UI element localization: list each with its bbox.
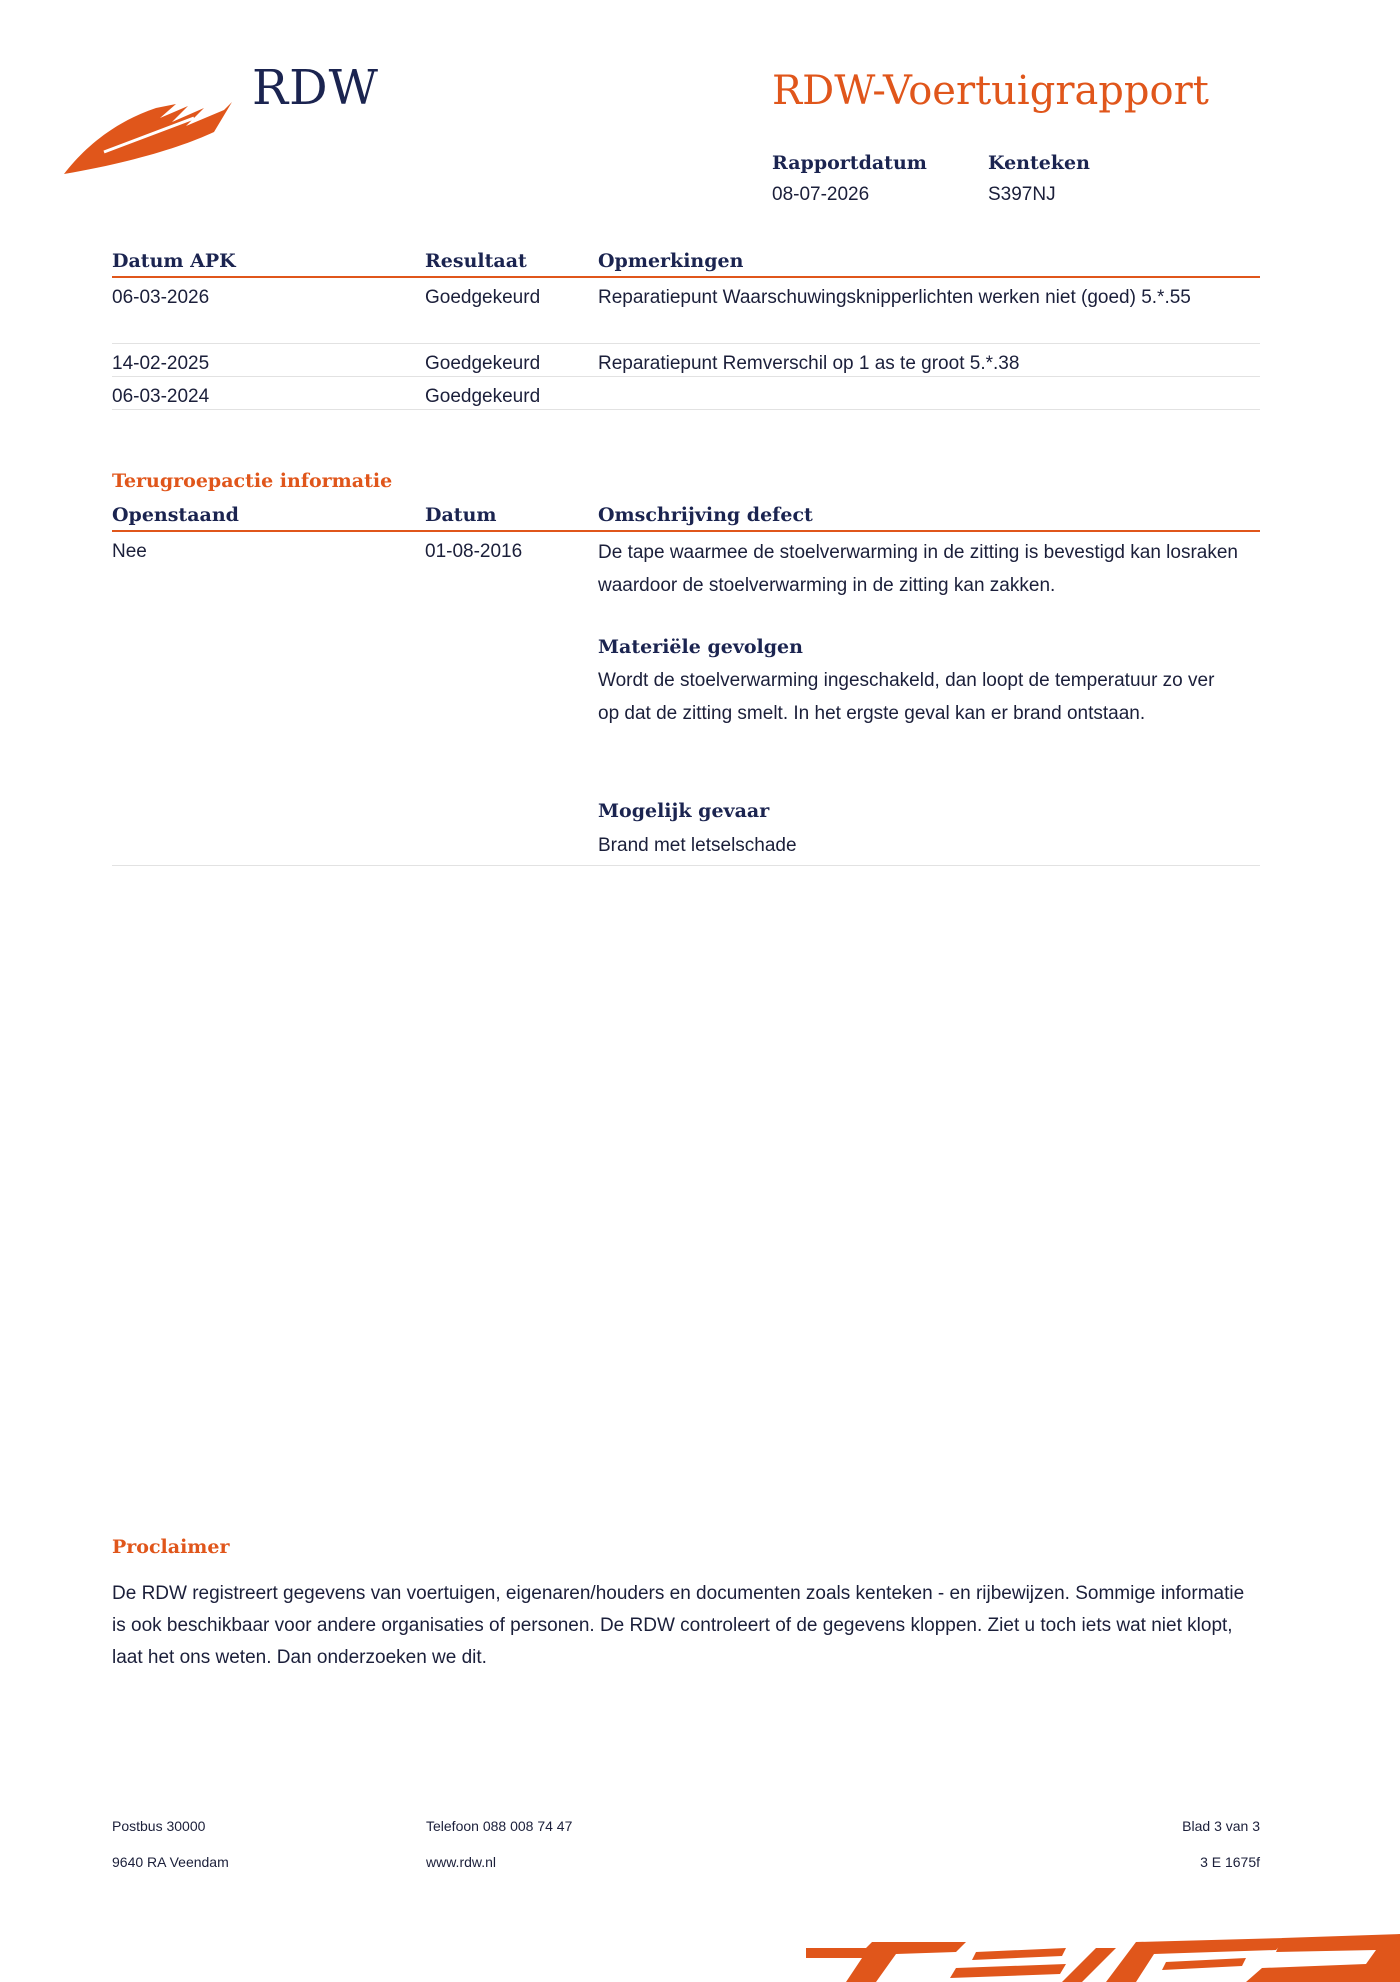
table-row (112, 377, 1260, 410)
apk-table (112, 246, 1260, 410)
report-date-label: Rapportdatum (772, 152, 927, 174)
apk-date: 06-03-2024 (112, 386, 210, 407)
apk-remark: Reparatiepunt Waarschuwingsknipperlichten werken niet (goed) 5.*.55 (598, 287, 1191, 308)
proclaimer-text: De RDW registreert gegevens van voertuigen, eigenaren/houders en documenten zoals kenteken - en rijbewijzen. Sommige informatie is ook beschikbaar voor andere organisaties of personen. De RDW controleert of de gegevens kloppen. Ziet u toch iets wat niet klopt, laat het ons weten. Dan onderzoeken we dit. (112, 1583, 1245, 1668)
logo-text: RDW (252, 60, 379, 116)
recall-date: 01-08-2016 (425, 541, 523, 562)
apk-table-header (112, 246, 1260, 278)
recall-col-date: Datum (425, 504, 497, 526)
recall-col-open: Openstaand (112, 504, 239, 526)
footer-page-number: Blad 3 van 3 (1182, 1818, 1260, 1834)
footer-postbus: Postbus 30000 (112, 1818, 206, 1834)
apk-date: 06-03-2026 (112, 287, 210, 308)
recall-col-description: Omschrijving defect (598, 504, 813, 526)
footer-website[interactable]: www.rdw.nl (426, 1854, 497, 1870)
proclaimer-title: Proclaimer (112, 1536, 230, 1558)
table-row (112, 278, 1260, 344)
recall-open: Nee (112, 541, 147, 562)
report-date-value: 08-07-2026 (772, 184, 870, 205)
recall-table-header (112, 500, 1260, 532)
footer-document-code: 3 E 1675f (1200, 1854, 1260, 1870)
apk-remark: Reparatiepunt Remverschil op 1 as te groot 5.*.38 (598, 353, 1020, 374)
report-title: RDW-Voertuigrapport (772, 68, 1209, 114)
recall-material-title: Materiële gevolgen (598, 636, 803, 658)
rdw-logo-icon (64, 88, 234, 178)
footer-phone: Telefoon 088 008 74 47 (426, 1818, 573, 1834)
apk-result: Goedgekeurd (425, 287, 541, 308)
apk-result: Goedgekeurd (425, 386, 541, 407)
apk-result: Goedgekeurd (425, 353, 541, 374)
apk-col-remarks: Opmerkingen (598, 250, 744, 272)
apk-col-date: Datum APK (112, 250, 236, 272)
recall-section-title: Terugroepactie informatie (112, 470, 393, 492)
recall-defect-description: De tape waarmee de stoelverwarming in de zitting is bevestigd kan losraken waardoor de stoelverwarming in de zitting kan zakken. (598, 542, 1238, 596)
apk-col-result: Resultaat (425, 250, 527, 272)
footer-stripes-icon (806, 1928, 1400, 1982)
table-row (112, 344, 1260, 377)
footer-city: 9640 RA Veendam (112, 1854, 229, 1870)
apk-date: 14-02-2025 (112, 353, 210, 374)
recall-danger-text: Brand met letselschade (598, 835, 797, 856)
recall-danger-title: Mogelijk gevaar (598, 800, 770, 822)
recall-material-text: Wordt de stoelverwarming ingeschakeld, dan loopt de temperatuur zo ver op dat de zitting smelt. In het ergste geval kan er brand ontstaan. (598, 670, 1215, 724)
plate-label: Kenteken (988, 152, 1090, 174)
plate-value: S397NJ (988, 184, 1056, 205)
